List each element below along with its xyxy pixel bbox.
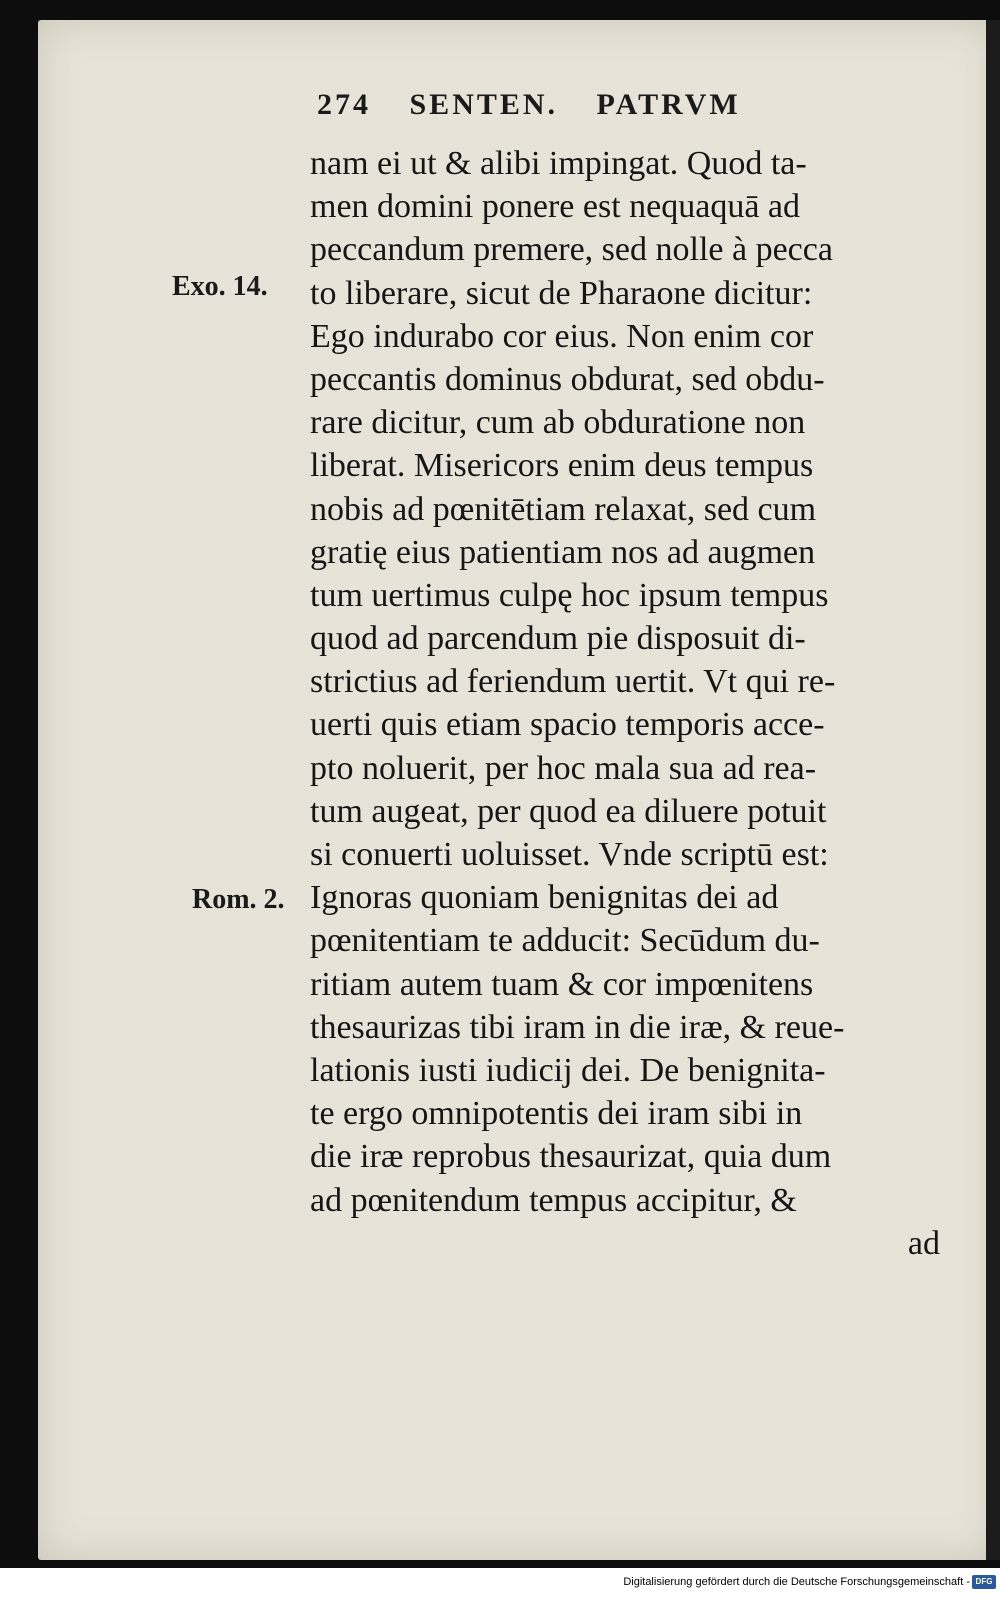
- marginal-note-romans: Rom. 2.: [192, 884, 285, 915]
- text-line: nam ei ut & alibi impingat. Quod ta-: [310, 145, 807, 182]
- catchword: ad: [907, 1224, 940, 1262]
- marginal-note-exodus: Exo. 14.: [172, 271, 268, 302]
- text-line: quod ad parcendum pie disposuit di-: [310, 620, 806, 658]
- text-line: te ergo omnipotentis dei iram sibi in: [310, 1095, 803, 1133]
- text-line: die iræ reprobus thesaurizat, quia dum: [310, 1138, 832, 1176]
- text-line: liberat. Misericors enim deus tempus: [310, 447, 814, 485]
- text-line: lationis iusti iudicij dei. De benignita-: [310, 1051, 826, 1089]
- footer-bar: [0, 1568, 1000, 1600]
- running-title-patrum: PATRVM: [596, 88, 741, 121]
- text-line: ad pœnitendum tempus accipitur, &: [310, 1181, 797, 1219]
- text-line: men domini ponere est nequaquā ad: [310, 188, 801, 226]
- running-title-senten: SENTEN.: [409, 88, 559, 121]
- text-line: tum augeat, per quod ea diluere potuit: [310, 792, 827, 830]
- text-line: ritiam autem tuam & cor impœnitens: [310, 965, 814, 1003]
- text-line: strictius ad feriendum uertit. Vt qui re-: [310, 663, 836, 701]
- footer-credit: Digitalisierung gefördert durch die Deutsche Forschungsgemeinschaft -: [623, 1576, 970, 1588]
- text-line: to liberare, sicut de Pharaone dicitur:: [310, 274, 813, 312]
- body-text: [310, 142, 950, 1265]
- page-edge: [986, 20, 1000, 1560]
- page-number: 274: [317, 88, 371, 121]
- text-line: gratię eius patientiam nos ad augmen: [310, 533, 816, 571]
- text-line: Ignoras quoniam benignitas dei ad: [310, 879, 779, 917]
- text-line: pto noluerit, per hoc mala sua ad rea-: [310, 749, 817, 787]
- text-line: si conuerti uoluisset. Vnde scriptū est:: [310, 836, 829, 873]
- running-head: [317, 88, 769, 122]
- text-line: uerti quis etiam spacio temporis acce-: [310, 706, 825, 744]
- text-line: peccantis dominus obdurat, sed obdu-: [310, 360, 825, 398]
- text-line: tum uertimus culpę hoc ipsum tempus: [310, 576, 829, 614]
- text-line: thesaurizas tibi iram in die iræ, & reue-: [310, 1008, 845, 1046]
- text-line: Ego indurabo cor eius. Non enim cor: [310, 317, 814, 355]
- text-line: rare dicitur, cum ab obduratione non: [310, 404, 806, 442]
- text-line: nobis ad pœnitētiam relaxat, sed cum: [310, 490, 817, 528]
- dfg-logo: DFG: [972, 1575, 996, 1589]
- text-line: pœnitentiam te adducit: Secūdum du-: [310, 922, 820, 960]
- text-line: peccandum premere, sed nolle à pecca: [310, 231, 833, 269]
